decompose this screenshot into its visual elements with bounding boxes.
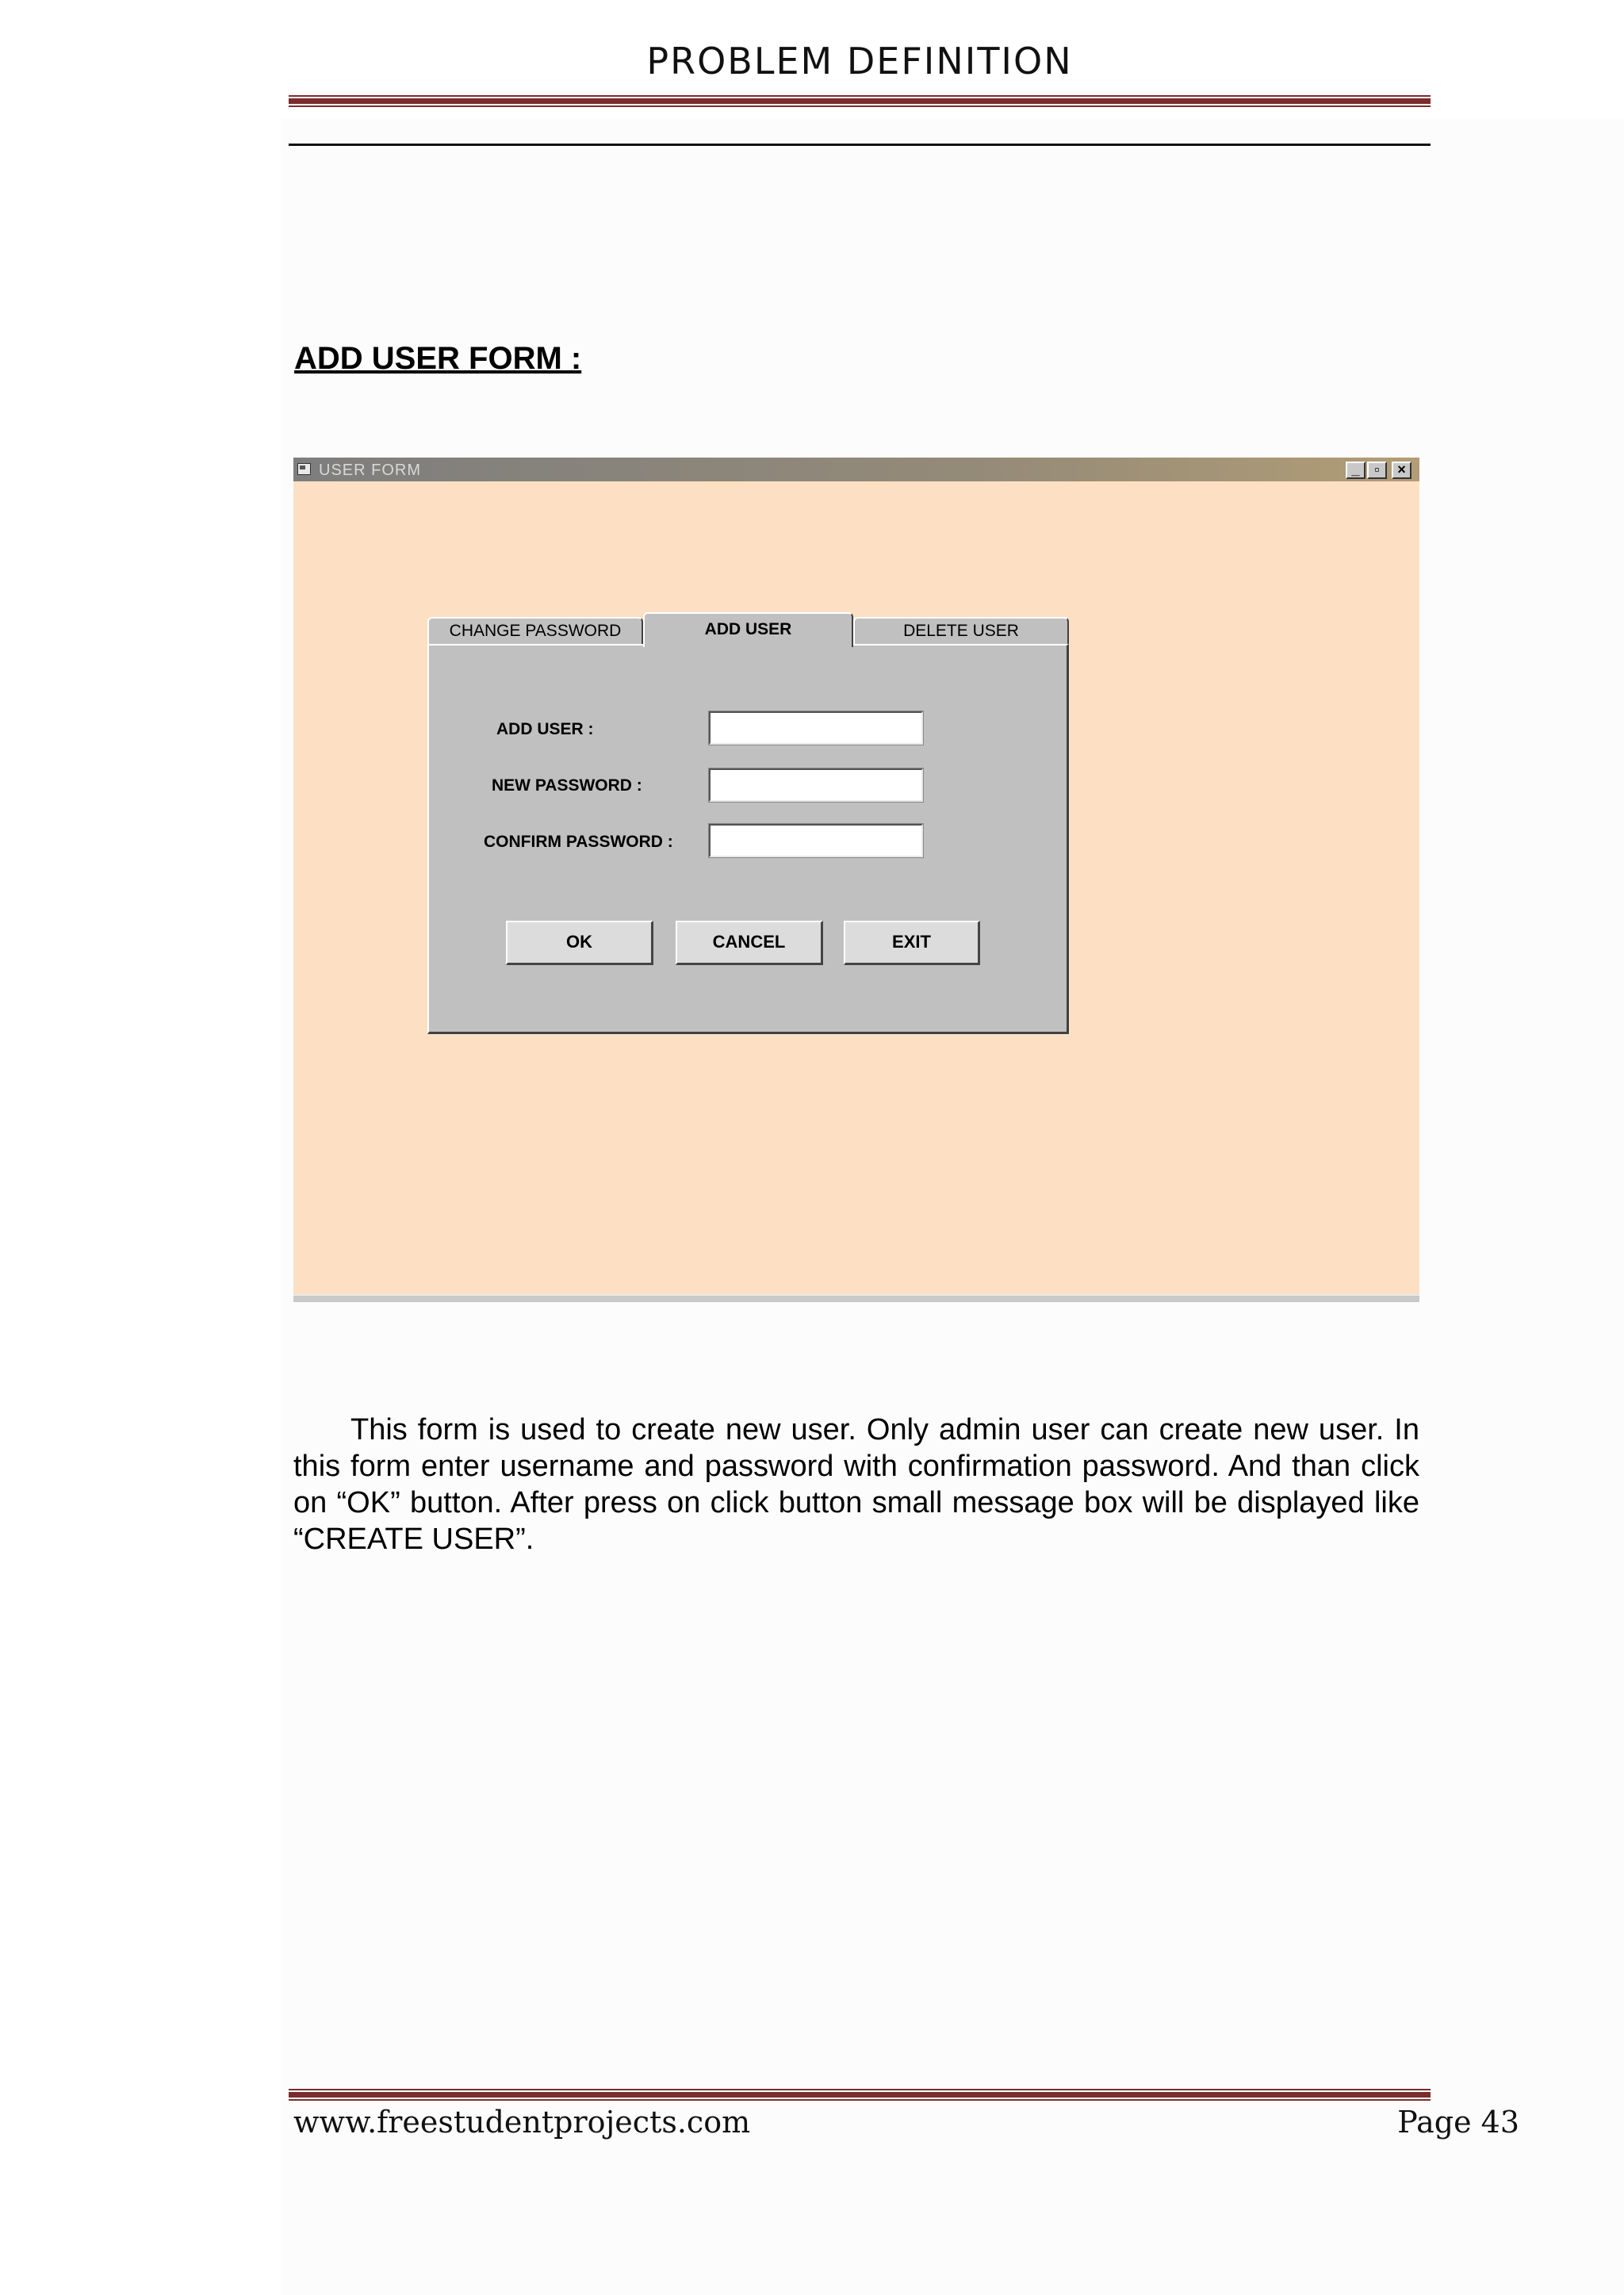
- window-bottom-edge: [293, 1294, 1419, 1302]
- confirm-password-label: CONFIRM PASSWORD :: [484, 833, 673, 851]
- section-heading: ADD USER FORM :: [294, 341, 582, 376]
- footer-rule-top: [289, 2089, 1431, 2090]
- description-paragraph: This form is used to create new user. Only admin user can create new user. In this form enter username and password with confirmation password. And than click on “OK” button. After press on click button small message box will be displayed like “CREATE USER”.: [293, 1413, 1419, 1556]
- maximize-button[interactable]: ▫: [1367, 462, 1387, 479]
- add-user-label: ADD USER :: [496, 720, 594, 738]
- header-rule-top: [289, 95, 1431, 97]
- confirm-password-input[interactable]: [709, 824, 923, 857]
- window-app-icon: [297, 463, 311, 475]
- add-user-input[interactable]: [709, 711, 923, 745]
- tab-add-user[interactable]: ADD USER: [643, 612, 853, 647]
- footer-rule-bottom: [289, 2099, 1431, 2101]
- new-password-label: NEW PASSWORD :: [492, 776, 642, 795]
- user-form-window: [293, 458, 1419, 1302]
- page-number: Page 43: [1397, 2105, 1519, 2140]
- exit-button[interactable]: EXIT: [844, 921, 980, 965]
- header-title: PROBLEM DEFINITION: [646, 40, 1073, 82]
- window-titlebar[interactable]: [293, 458, 1419, 481]
- tab-delete-user[interactable]: DELETE USER: [853, 617, 1069, 646]
- header-divider: [289, 144, 1431, 146]
- close-button[interactable]: ×: [1392, 462, 1411, 479]
- ok-button[interactable]: OK: [506, 921, 653, 965]
- header-rule-bottom: [289, 105, 1431, 107]
- minimize-button[interactable]: _: [1346, 462, 1365, 479]
- tab-change-password[interactable]: CHANGE PASSWORD: [427, 617, 643, 646]
- cancel-button[interactable]: CANCEL: [676, 921, 823, 965]
- header-rule-thick: [289, 98, 1431, 104]
- new-password-input[interactable]: [709, 768, 923, 802]
- footer-url: www.freestudentprojects.com: [293, 2105, 751, 2140]
- window-title: USER FORM: [319, 462, 421, 479]
- footer-rule-thick: [289, 2092, 1431, 2098]
